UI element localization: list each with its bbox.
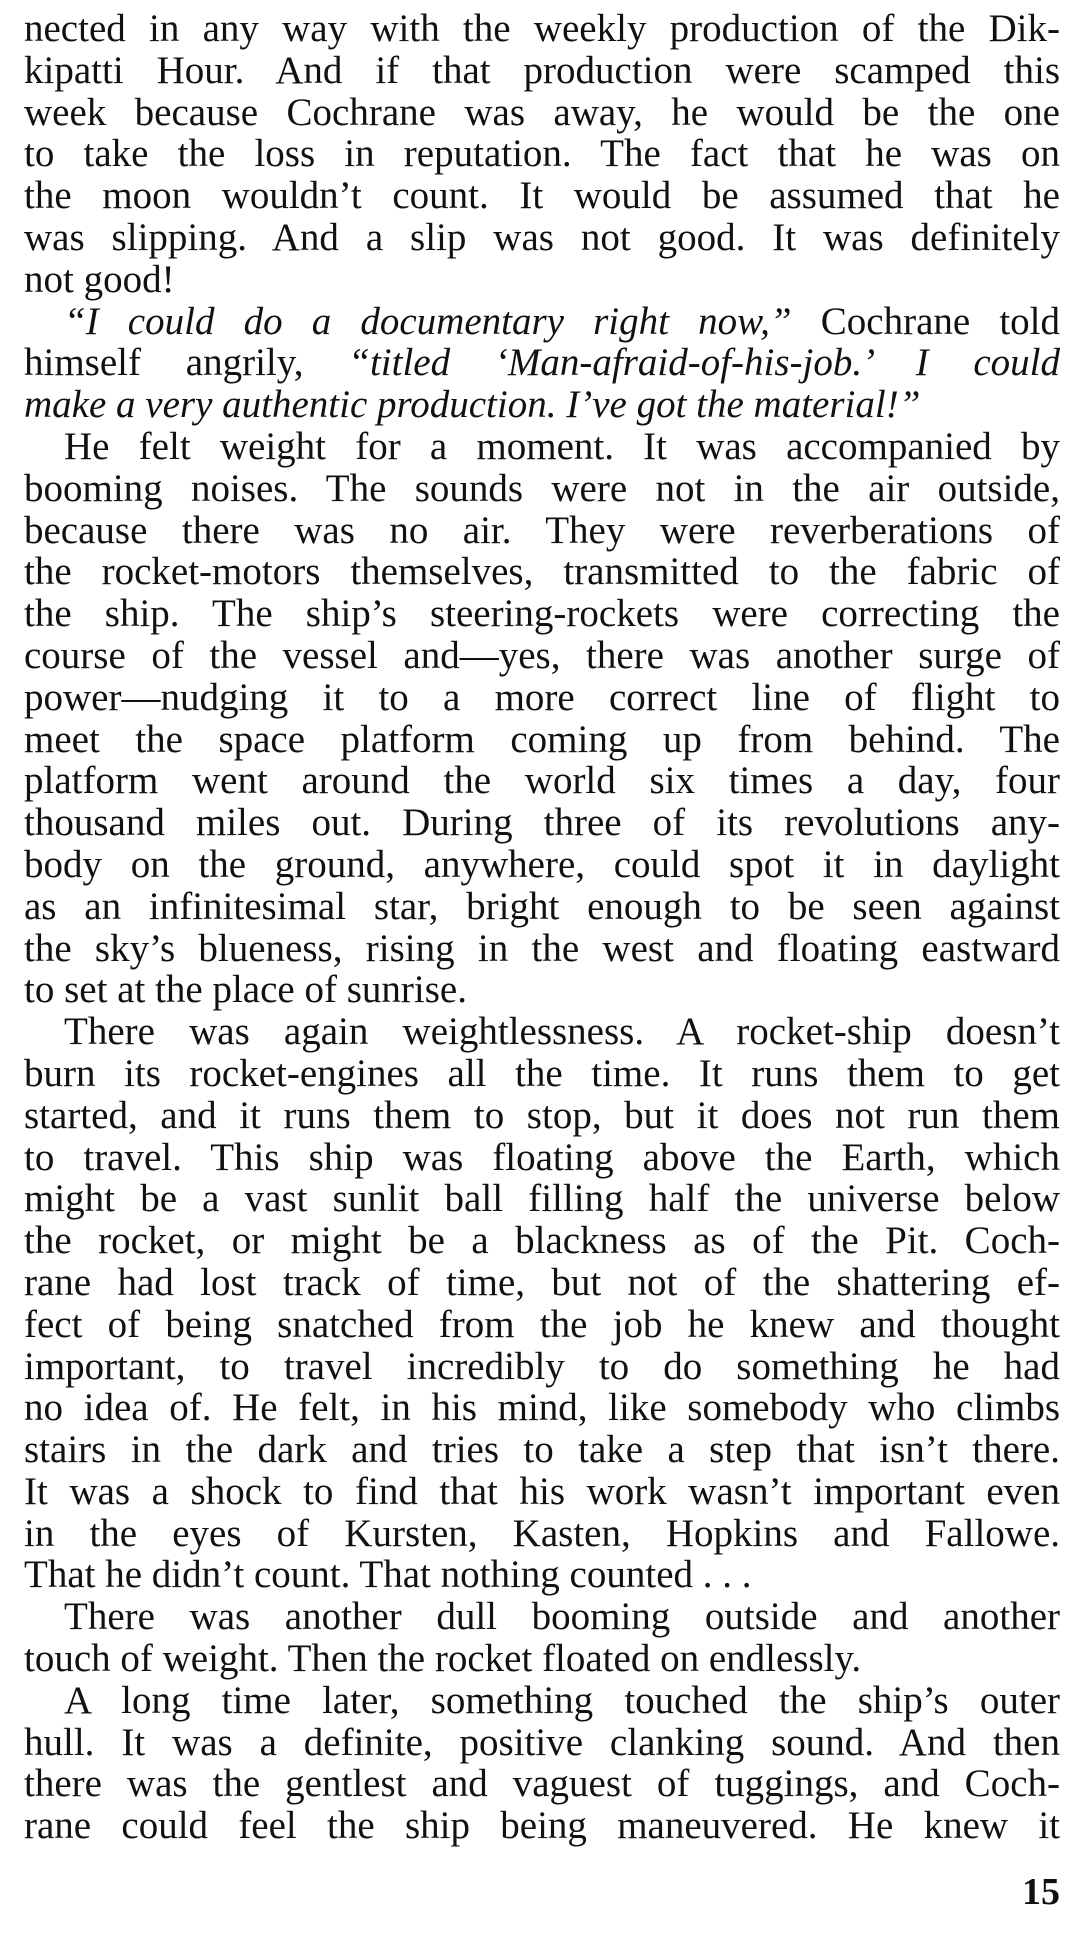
text-line: thousand miles out. During three of its revolutions any- — [24, 801, 1060, 845]
text-line: the rocket, or might be a blackness as of the Pit. Coch- — [24, 1219, 1060, 1263]
text-line: touch of weight. Then the rocket floated on endlessly. — [24, 1637, 862, 1681]
text-line: That he didn’t count. That nothing counted . . . — [24, 1553, 752, 1597]
text-line: was slipping. And a slip was not good. It was definitely — [24, 215, 1060, 259]
text-line — [24, 384, 1060, 426]
text-line: week because Cochrane was away, he would be the one — [24, 90, 1060, 134]
text-line: kipatti Hour. And if that production were scamped this — [24, 48, 1060, 92]
text-line: the ship. The ship’s steering-rockets were correcting the — [24, 592, 1060, 636]
text-line: A long time later, something touched the ship’s outer — [64, 1678, 1060, 1722]
text-run: Cochrane told — [791, 299, 1060, 343]
text-line: to set at the place of sunrise. — [24, 968, 467, 1012]
text-line — [24, 301, 1060, 343]
text-line: the sky’s blueness, rising in the west and floating eastward — [24, 926, 1060, 970]
text-line — [24, 342, 1060, 384]
text-line: It was a shock to find that his work wasn’t important even — [24, 1469, 1060, 1513]
text-body — [24, 8, 1060, 1847]
text-line: power—nudging it to a more correct line of flight to — [24, 675, 1060, 719]
text-run: himself angrily, — [24, 341, 349, 385]
italic-quote: “titled ‘Man-afraid-of-his-job.’ I could — [348, 341, 1060, 385]
text-line: to travel. This ship was floating above the Earth, which — [24, 1135, 1060, 1179]
italic-quote: “I could do a documentary right now,” — [64, 299, 792, 343]
text-line: course of the vessel and—yes, there was another surge of — [24, 633, 1060, 677]
text-line: no idea of. He felt, in his mind, like somebody who climbs — [24, 1386, 1060, 1430]
text-line: He felt weight for a moment. It was accompanied by — [64, 424, 1060, 468]
text-line: nected in any way with the weekly production of the Dik- — [24, 7, 1060, 50]
text-line: started, and it runs them to stop, but it does not run them — [24, 1093, 1060, 1137]
text-line: booming noises. The sounds were not in the air outside, — [24, 466, 1060, 510]
paragraph — [24, 1596, 1060, 1680]
text-line: hull. It was a definite, positive clanking sound. And then — [24, 1720, 1060, 1764]
text-line: the moon wouldn’t count. It would be assumed that he — [24, 174, 1060, 218]
paragraph — [24, 8, 1060, 301]
text-line: There was again weightlessness. A rocket-ship doesn’t — [64, 1010, 1060, 1054]
text-line: platform went around the world six times a day, four — [24, 759, 1060, 803]
text-line: There was another dull booming outside and another — [64, 1595, 1060, 1639]
text-line: not good! — [24, 257, 175, 301]
text-line: fect of being snatched from the job he knew and thought — [24, 1302, 1060, 1346]
page-number: 15 — [1022, 1871, 1060, 1913]
paragraph — [24, 1680, 1060, 1847]
text-line: as an infinitesimal star, bright enough to be seen against — [24, 884, 1060, 928]
text-line: stairs in the dark and tries to take a step that isn’t there. — [24, 1428, 1060, 1472]
text-line: to take the loss in reputation. The fact that he was on — [24, 132, 1060, 176]
book-page — [24, 8, 1060, 1847]
text-line: because there was no air. They were reverberations of — [24, 508, 1060, 552]
text-line: burn its rocket-engines all the time. It runs them to get — [24, 1051, 1060, 1095]
text-line: in the eyes of Kursten, Kasten, Hopkins and Fallowe. — [24, 1511, 1060, 1555]
text-line: there was the gentlest and vaguest of tuggings, and Coch- — [24, 1762, 1060, 1806]
paragraph — [24, 426, 1060, 1011]
paragraph — [24, 301, 1060, 426]
text-line: important, to travel incredibly to do something he had — [24, 1344, 1060, 1388]
text-line: meet the space platform coming up from behind. The — [24, 717, 1060, 761]
italic-quote: make a very authentic production. I’ve got the material!” — [24, 383, 921, 427]
paragraph — [24, 1011, 1060, 1596]
text-line: body on the ground, anywhere, could spot it in daylight — [24, 842, 1060, 886]
text-line: rane could feel the ship being maneuvered. He knew it — [24, 1804, 1060, 1848]
text-line: might be a vast sunlit ball filling half the universe below — [24, 1177, 1060, 1221]
text-line: the rocket-motors themselves, transmitted to the fabric of — [24, 550, 1060, 594]
text-line: rane had lost track of time, but not of the shattering ef- — [24, 1260, 1060, 1304]
